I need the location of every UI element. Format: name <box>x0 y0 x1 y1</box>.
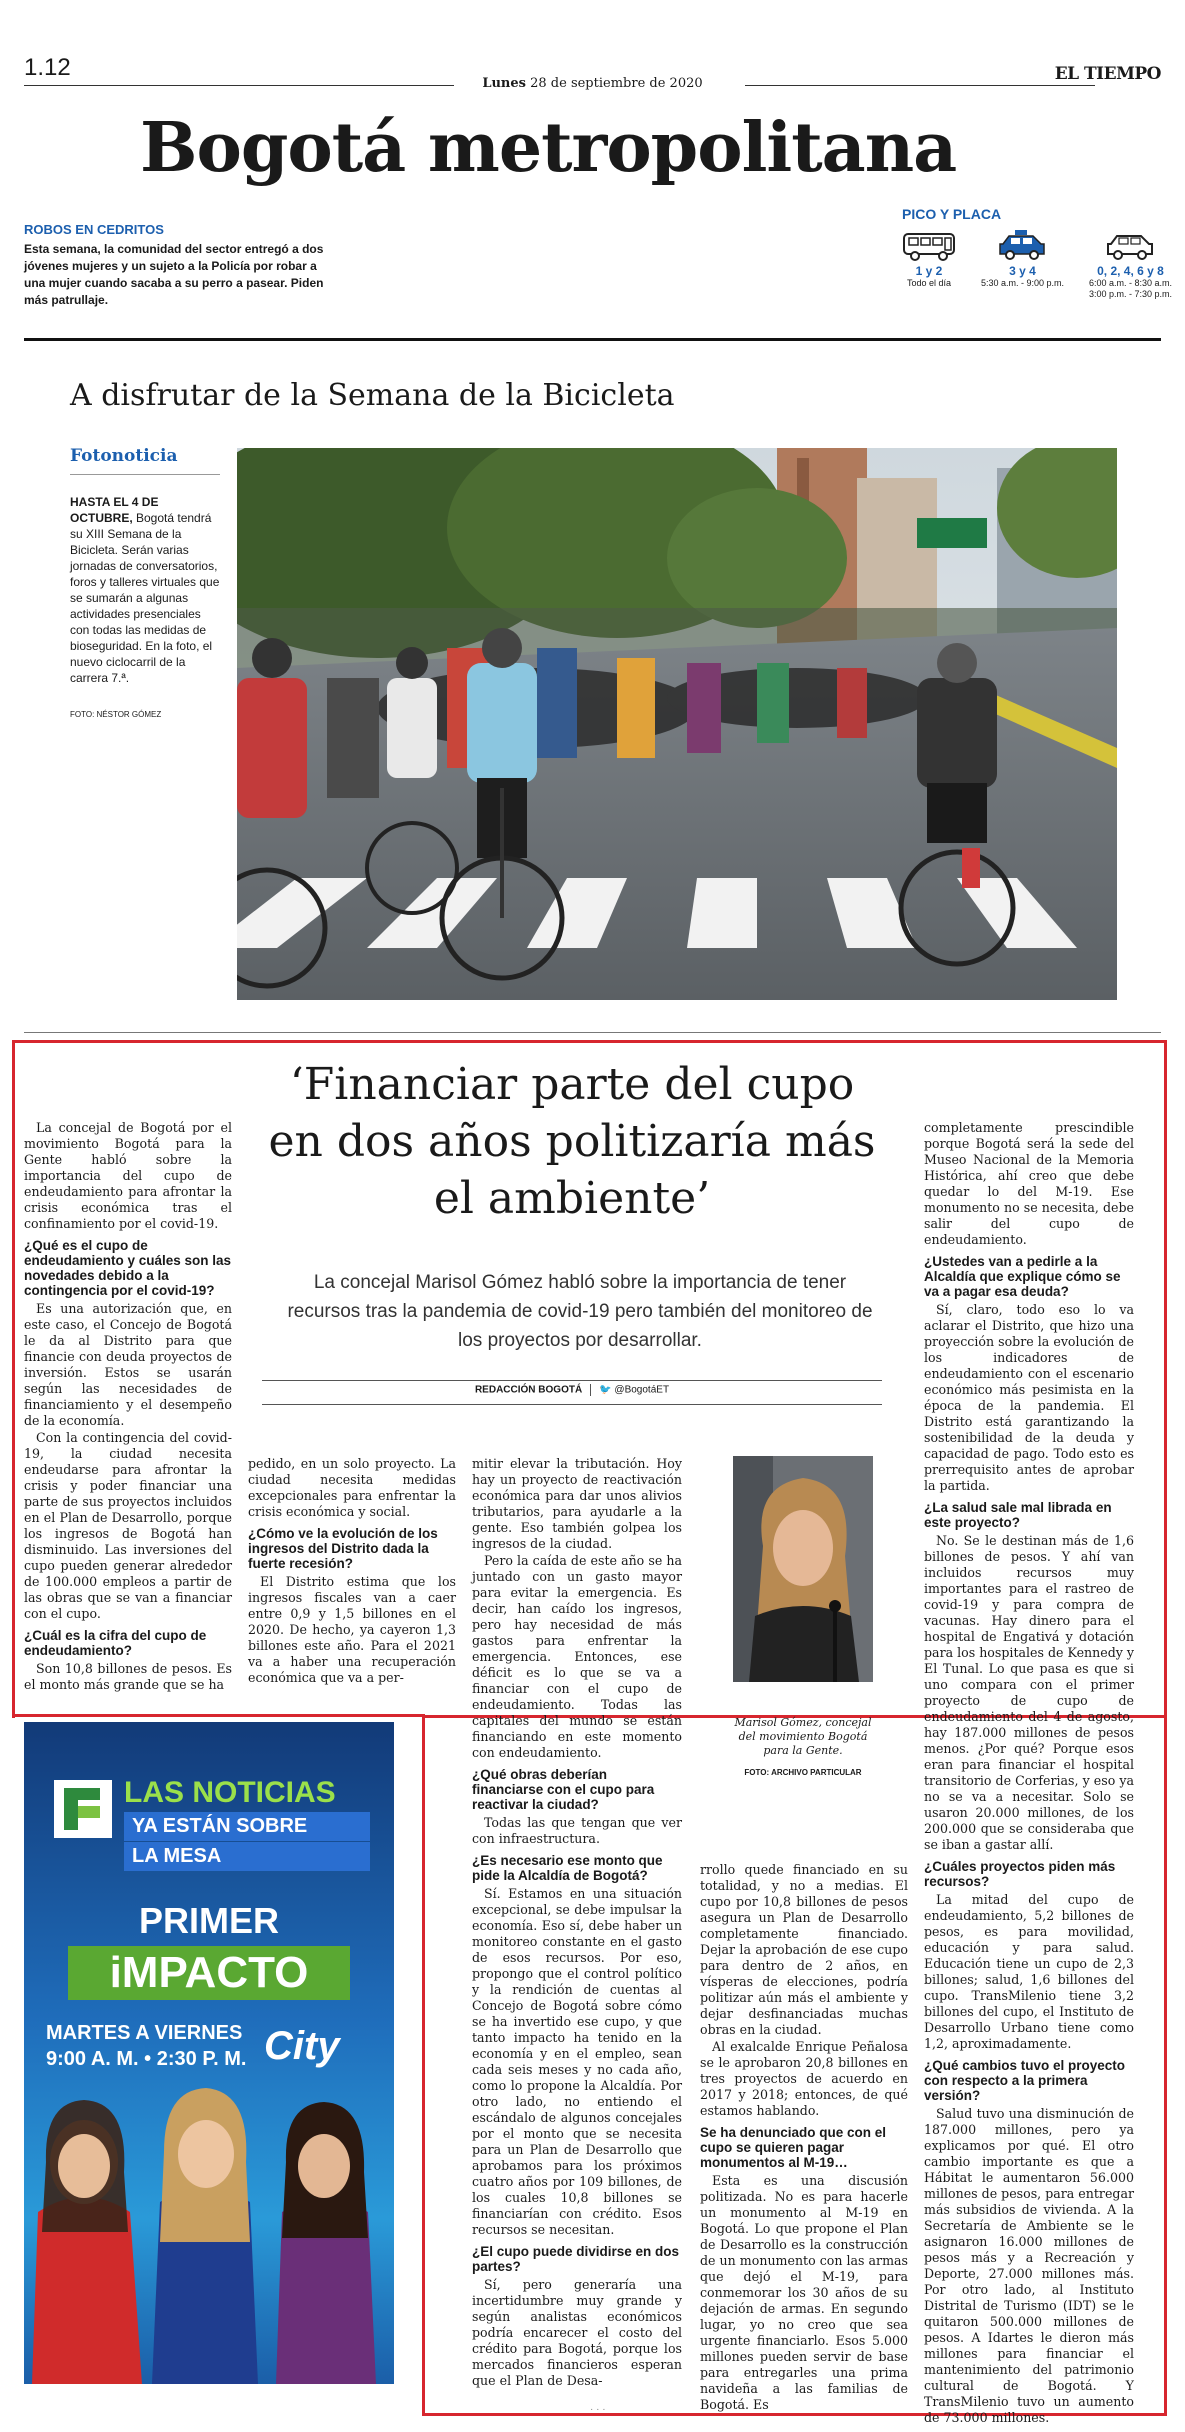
paragraph: Es una autorización que, en este caso, el Concejo de Bogotá le da al Distrito para que financie con deuda proyectos de inversión. Estos se usarán según las necesidades de financiamiento y el desempeño de la economía. <box>24 1301 232 1428</box>
article-column-5 <box>924 1120 1134 2427</box>
ad-presenters-illustration <box>24 2082 394 2384</box>
question: ¿Cuáles proyectos piden más recursos? <box>924 1859 1116 1889</box>
byline-separator <box>590 1384 591 1396</box>
ad-show-title-2: iMPACTO <box>68 1946 350 2000</box>
question: ¿Cuál es la cifra del cupo de endeudamiento? <box>24 1628 207 1658</box>
article-deck: La concejal Marisol Gómez habló sobre la importancia de tener recursos tras la pandemia de covid-19 pero también del monitoreo de los proyectos por desarrollar. <box>287 1272 873 1351</box>
masthead-rule-right <box>745 85 1095 86</box>
pico-y-placa-bus <box>902 228 956 289</box>
question: ¿Qué obras deberían financiarse con el cupo para reactivar la ciudad? <box>472 1767 655 1812</box>
paragraph: Sí, claro, todo eso lo va aclarar el Distrito, que hizo una proyección sobre la evolución de los indicadores de endeudamiento con el escenario económico más pesimista en la época de la pandemia. El Distrito está garantizando la sostenibilidad de la deuda y capacidad de pago. Todo esto es prerrequisito antes de aprobar la partida. <box>924 1302 1134 1493</box>
paragraph: pedido, en un solo proyecto. La ciudad necesita medidas excepcionales para enfrentar la crisis económica y social. <box>248 1456 456 1519</box>
question: ¿Qué cambios tuvo el proyecto con respecto a la primera versión? <box>924 2058 1126 2103</box>
question: ¿El cupo puede dividirse en dos partes? <box>472 2244 680 2274</box>
car-hours-2: 3:00 p.m. - 7:30 p.m. <box>1088 289 1172 299</box>
article-column-2 <box>248 1456 456 1687</box>
paragraph: Pero la caída de este año se ha juntado con un gasto mayor para evitar la emergencia. Es decir, han caído los ingresos, pero hay necesidad de más gastos para enfrentar la emergencia. Entonces, ese déficit es lo que se va a financiar con el cupo de endeudamiento. Todas las capitales del mundo se están financiando en este momento con endeudamiento. <box>472 1553 682 1760</box>
date-day: Lunes <box>482 76 526 91</box>
article-column-3 <box>472 1456 682 2390</box>
photo-caption-body: Bogotá tendrá su XIII Semana de la Bicicleta. Serán varias jornadas de conversatorios, foros y talleres virtuales que se sumarán a algunas actividades presenciales con todas las medidas de bioseguridad. En la foto, el nuevo ciclocarril de la carrera 7.ª. <box>70 511 220 685</box>
ad-schedule-times: 9:00 A. M. • 2:30 P. M. <box>46 2048 247 2070</box>
photo-caption-lead: HASTA EL 4 DE OCTUBRE, <box>70 495 159 525</box>
article-headline: ‘Financiar parte del cupo en dos años politizaría más el ambiente’ <box>268 1059 876 1224</box>
paragraph: completamente prescindible porque Bogotá será la sede del Museo Nacional de la Memoria Histórica, ahí creo que debe quedar lo del M-19. Ese monumento no se necesita, debe salir del cupo de endeudamiento. <box>924 1120 1134 1247</box>
paragraph: La concejal de Bogotá por el movimiento Bogotá para la Gente habló sobre la importancia del cupo de endeudamiento para afrontar la crisis económica tras el confinamiento por el covid-19. <box>24 1120 232 1231</box>
portrait-credit: FOTO: ARCHIVO PARTICULAR <box>744 1768 862 1777</box>
ad-channel-name: City <box>264 2024 340 2068</box>
byline <box>262 1384 882 1396</box>
portrait-caption: Marisol Gómez, concejal del movimiento Bogotá para la Gente. <box>734 1716 872 1757</box>
bike-photo-illustration <box>237 448 1117 1000</box>
question: ¿Cómo ve la evolución de los ingresos del Distrito dada la fuerte recesión? <box>248 1526 438 1571</box>
paragraph: Son 10,8 billones de pesos. Es el monto más grande que se ha <box>24 1661 232 1692</box>
ad-show-title-1: PRIMER <box>138 1900 279 1941</box>
pico-y-placa-title: PICO Y PLACA <box>902 206 1002 222</box>
byline-twitter[interactable]: @BogotáET <box>614 1384 670 1396</box>
question: ¿La salud sale mal librada en este proyecto? <box>924 1500 1112 1530</box>
section-title: Bogotá metropolitana <box>140 108 957 188</box>
bus-hours: Todo el día <box>906 278 952 288</box>
mid-rule <box>24 1032 1161 1033</box>
question: ¿Qué es el cupo de endeudamiento y cuáles son las novedades debido a la contingencia por el covid-19? <box>24 1238 232 1298</box>
marisol-gomez-photo <box>733 1456 873 1682</box>
article-column-4 <box>700 1862 908 2414</box>
pico-y-placa-box <box>902 206 1172 300</box>
taxi-digits: 3 y 4 <box>1009 264 1036 278</box>
byline-rule-top <box>262 1380 882 1381</box>
question: ¿Ustedes van a pedirle a la Alcaldía que explique cómo se va a pagar esa deuda? <box>924 1254 1121 1299</box>
bus-icon <box>902 228 956 262</box>
paragraph: Sí, pero generaría una incertidumbre muy grande y según analistas económicos podría encarecer el costo del crédito para Bogotá, porque los mercados financieros esperan que el Plan de Desa- <box>472 2277 682 2388</box>
pico-y-placa-taxi <box>981 228 1064 289</box>
car-digits: 0, 2, 4, 6 y 8 <box>1097 264 1164 278</box>
ad-line-1: LAS NOTICIAS <box>124 1776 336 1809</box>
page-number: 1.12 <box>24 54 71 81</box>
ad-line-2: YA ESTÁN SOBRE <box>124 1812 370 1841</box>
paragraph: Al exalcalde Enrique Peñalosa se le aprobaron 20,8 billones en tres proyectos de acuerdo en 2017 y 2018; entonces, de qué estamos hablando. <box>700 2039 908 2118</box>
paragraph: Sí. Estamos en una situación excepcional, se debe impulsar la economía. Eso sí, debe haber un monitoreo constante en el gasto de esos recursos. Por eso, propongo que el control político y la rendición de cuentas al Concejo de Bogotá sobre cómo se ha invertido ese cupo, y que tanto impacto ha tenido en la economía y en el empleo, sean cada seis meses y no cada año, como lo propone la Alcaldía. Por otro lado, no entiendo el escándalo de algunos concejales por el monto que se necesita para un Plan de Desarrollo que aprobamos para los próximos cuatro años por 109 billones, de los cuales 10,8 billones se financiarían con crédito. Esos recursos se necesitan. <box>472 1886 682 2237</box>
photo-caption <box>70 494 220 686</box>
city-news-logo <box>54 1780 112 1838</box>
article-column-1 <box>24 1120 232 1694</box>
news-brief <box>24 222 324 309</box>
bus-digits: 1 y 2 <box>915 264 943 278</box>
bike-week-photo <box>237 448 1117 1000</box>
portrait-illustration <box>733 1456 873 1682</box>
taxi-icon <box>997 228 1047 262</box>
question: Se ha denunciado que con el cupo se quieren pagar monumentos al M-19… <box>700 2125 887 2170</box>
date-rest: 28 de septiembre de 2020 <box>530 76 703 91</box>
paragraph: Con la contingencia del covid-19, la ciudad necesita endeudarse para afrontar la crisis y poder financiar una parte de sus proyectos incluidos en el Plan de Desarrollo, porque los ingresos de Bogotá han disminuido. Las inversiones del cupo pueden generar alrededor de 100.000 empleos a partir de las obras que se van a financiar con el cupo. <box>24 1430 232 1621</box>
paragraph: Esta es una discusión politizada. No es para hacerle un monumento al M-19 en Bogotá. Lo que propone el Plan de Desarrollo es la construcción de un monumento con las armas que dejó el M-19, para conmemorar los 30 años de su dejación de armas. En segundo lugar, yo no creo que sea urgente financiarlo. Esos 5.000 millones pueden servir de base para entregarles una prima navideña a las familias de Bogotá. Es <box>700 2173 908 2412</box>
fotonoticia-rule <box>70 474 220 475</box>
frame-corner <box>12 1714 425 1717</box>
photo-headline: A disfrutar de la Semana de la Bicicleta <box>70 378 675 413</box>
ad-line-3: LA MESA <box>124 1842 370 1871</box>
brief-kicker: ROBOS EN CEDRITOS <box>24 222 164 237</box>
question: ¿Es necesario ese monto que pide la Alcaldía de Bogotá? <box>472 1853 663 1883</box>
paragraph: La mitad del cupo de endeudamiento, 5,2 billones de pesos, es para movilidad, educación y para salud. Educación tiene un cupo de 2,3 billones; salud, 1,6 billones del cupo. TransMilenio tiene 3,2 billones del cupo, el Instituto de Desarrollo Urbano tiene como 1,2, aproximadamente. <box>924 1892 1134 2051</box>
paragraph: rrollo quede financiado en su totalidad, y no a medias. El cupo por 10,8 billones de pesos asegura un Plan de Desarrollo completamente financiado. Dejar la aprobación de ese cupo para dentro de 2 años, en vísperas de elecciones, podría politizar aún más el ambiente y dejar desfinanciadas muchas obras en la ciudad. <box>700 1862 908 2037</box>
byline-author: REDACCIÓN BOGOTÁ <box>474 1384 583 1396</box>
fotonoticia-kicker: Fotonoticia <box>70 446 178 466</box>
top-rule <box>24 338 1161 341</box>
byline-rule-bottom <box>262 1404 882 1405</box>
newspaper-brand: EL TIEMPO <box>1054 64 1161 84</box>
paragraph: No. Se le destinan más de 1,6 billones de pesos. Y ahí van incluidos recursos muy importantes para el rastreo de covid-19 y para compra de vacunas. Hay dinero para el hospital de Engativá y dotación para los hospitales de Kennedy y El Tunal. Lo que pasa es que si uno compara con el primer proyecto de cupo de endeudamiento del 4 de agosto, hay 187.000 millones de pesos menos. ¿Por qué? Porque esos eran para financiar el hospital transitorio de Corferias, y eso ya no se va a necesitar. Solo se usaron 20.000 millones, de los 200.000 que se consideraba que se iban a gastar allí. <box>924 1533 1134 1852</box>
paragraph: El Distrito estima que los ingresos fiscales van a caer entre 0,9 y 1,5 billones en el 2020. De hecho, ya cayeron 1,3 billones este año. Para el 2021 va a haber una recuperación económica que va a per- <box>248 1574 456 1685</box>
primer-impacto-ad[interactable] <box>24 1722 394 2384</box>
taxi-hours: 5:30 a.m. - 9:00 p.m. <box>980 278 1064 288</box>
paragraph: Todas las que tengan que ver con infraestructura. <box>472 1815 682 1846</box>
photo-credit: FOTO: NÉSTOR GÓMEZ <box>70 710 162 719</box>
fold-mark: · · · <box>590 2404 606 2415</box>
brief-text: Esta semana, la comunidad del sector entregó a dos jóvenes mujeres y un sujeto a la Policía por robar a una mujer cuando sacaba a su perro a pasear. Piden más patrullaje. <box>24 242 324 307</box>
date-line <box>0 76 1185 91</box>
paragraph: Salud tuvo una disminución de 187.000 millones, pero ya explicamos por qué. El otro cambio importante es que a Hábitat le aumentaron 56.000 millones de pesos, para entregar más subsidios de vivienda. A la Secretaría de Ambiente se le asignaron 16.000 millones de pesos más y a Recreación y Deporte, 27.000 millones más. Por otro lado, al Instituto Distrital de Turismo (IDT) se le quitaron 500.000 millones de pesos. A Idartes le dieron más millones para financiar el mantenimiento del patrimonio cultural de Bogotá. Y TransMilenio tuvo un aumento de 73.000 millones. <box>924 2106 1134 2425</box>
twitter-bird-icon: 🐦 <box>599 1384 612 1396</box>
paragraph: mitir elevar la tributación. Hoy hay un proyecto de reactivación económica para dar unos alivios tributarios, para ayudarle a la gente. Eso también golpea los ingresos de la ciudad. <box>472 1456 682 1551</box>
ad-schedule-days: MARTES A VIERNES <box>46 2022 243 2044</box>
pico-y-placa-car <box>1089 228 1172 300</box>
car-hours: 6:00 a.m. - 8:30 a.m. <box>1088 278 1172 288</box>
car-icon <box>1105 228 1155 262</box>
